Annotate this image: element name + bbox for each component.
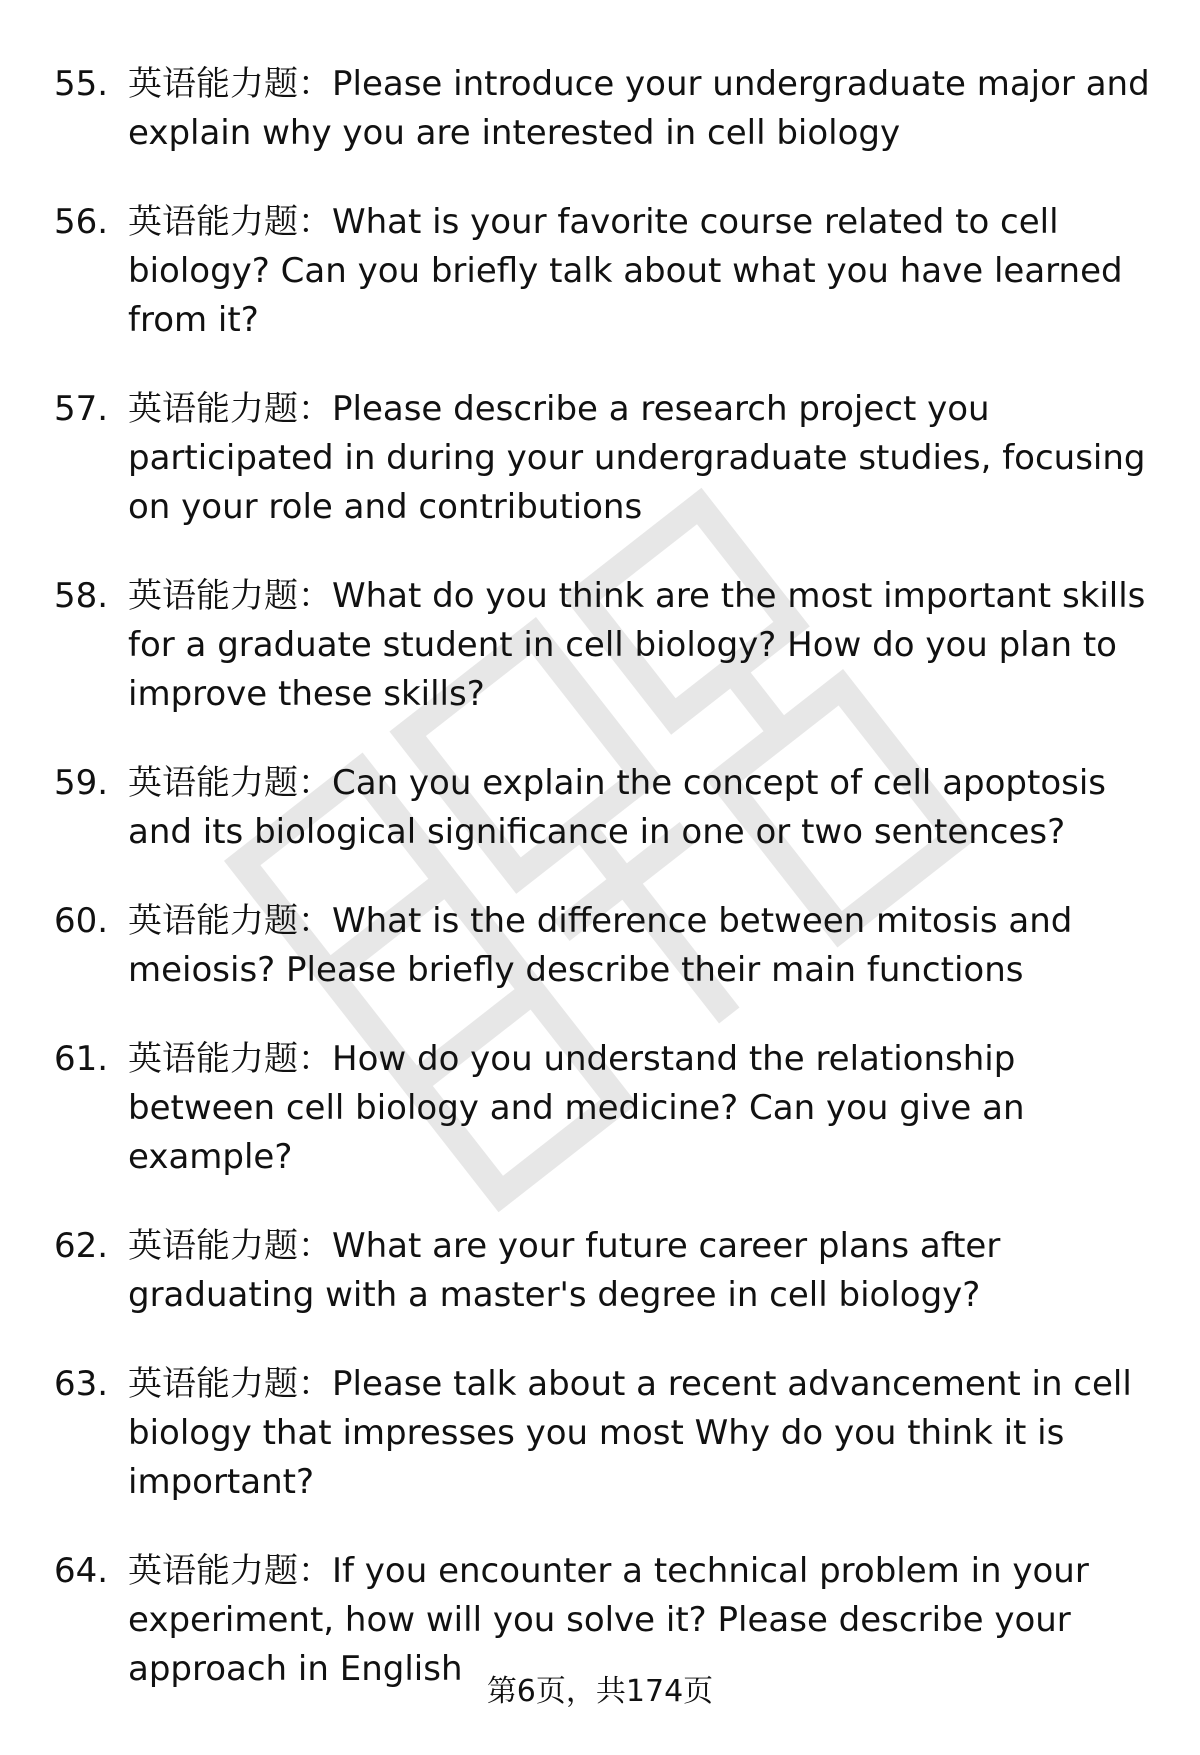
question-number: 55.: [54, 64, 109, 104]
question-number: 56.: [54, 202, 109, 242]
question-text: What is the difference between mitosis and meiosis? Please briefly describe their main functions: [128, 901, 1073, 990]
list-item: [0, 60, 1200, 158]
question-text: Please describe a research project you participated in during your undergraduate studies, focusing on your role and contributions: [128, 389, 1146, 527]
question-text: What are your future career plans after graduating with a master's degree in cell biology?: [128, 1226, 1001, 1315]
page-footer: 第6页，共174页: [486, 1674, 714, 1709]
question-text: If you encounter a technical problem in your experiment, how will you solve it? Please describe your approach in English: [128, 1551, 1089, 1689]
question-tag: 英语能力题：: [128, 763, 332, 803]
list-item: [0, 572, 1200, 719]
question-tag: 英语能力题：: [128, 389, 332, 429]
question-number: 61.: [54, 1039, 109, 1079]
question-tag: 英语能力题：: [128, 1551, 332, 1591]
question-text: What is your favorite course related to cell biology? Can you briefly talk about what you have learned from it?: [128, 202, 1123, 340]
question-text: Please talk about a recent advancement in cell biology that impresses you most Why do you think it is important?: [128, 1364, 1132, 1502]
question-number: 60.: [54, 901, 109, 941]
question-text: Please introduce your undergraduate major and explain why you are interested in cell biology: [128, 64, 1150, 153]
list-item: [0, 1222, 1200, 1320]
list-item: [0, 759, 1200, 857]
question-tag: 英语能力题：: [128, 901, 332, 941]
question-number: 57.: [54, 389, 109, 429]
question-number: 58.: [54, 576, 109, 616]
list-item: [0, 1035, 1200, 1182]
list-item: [0, 198, 1200, 345]
question-tag: 英语能力题：: [128, 202, 332, 242]
question-tag: 英语能力题：: [128, 576, 332, 616]
list-item: [0, 897, 1200, 995]
list-item: [0, 1360, 1200, 1507]
question-text: How do you understand the relationship between cell biology and medicine? Can you give an example?: [128, 1039, 1025, 1177]
question-tag: 英语能力题：: [128, 1226, 332, 1266]
question-number: 63.: [54, 1364, 109, 1404]
question-list: [0, 60, 1200, 1734]
question-tag: 英语能力题：: [128, 1364, 332, 1404]
question-tag: 英语能力题：: [128, 1039, 332, 1079]
question-number: 64.: [54, 1551, 109, 1591]
list-item: [0, 385, 1200, 532]
question-tag: 英语能力题：: [128, 64, 332, 104]
question-text: What do you think are the most important skills for a graduate student in cell biology? How do you plan to improve these skills?: [128, 576, 1146, 714]
question-number: 59.: [54, 763, 109, 803]
question-text: Can you explain the concept of cell apoptosis and its biological significance in one or two sentences?: [128, 763, 1106, 852]
question-number: 62.: [54, 1226, 109, 1266]
